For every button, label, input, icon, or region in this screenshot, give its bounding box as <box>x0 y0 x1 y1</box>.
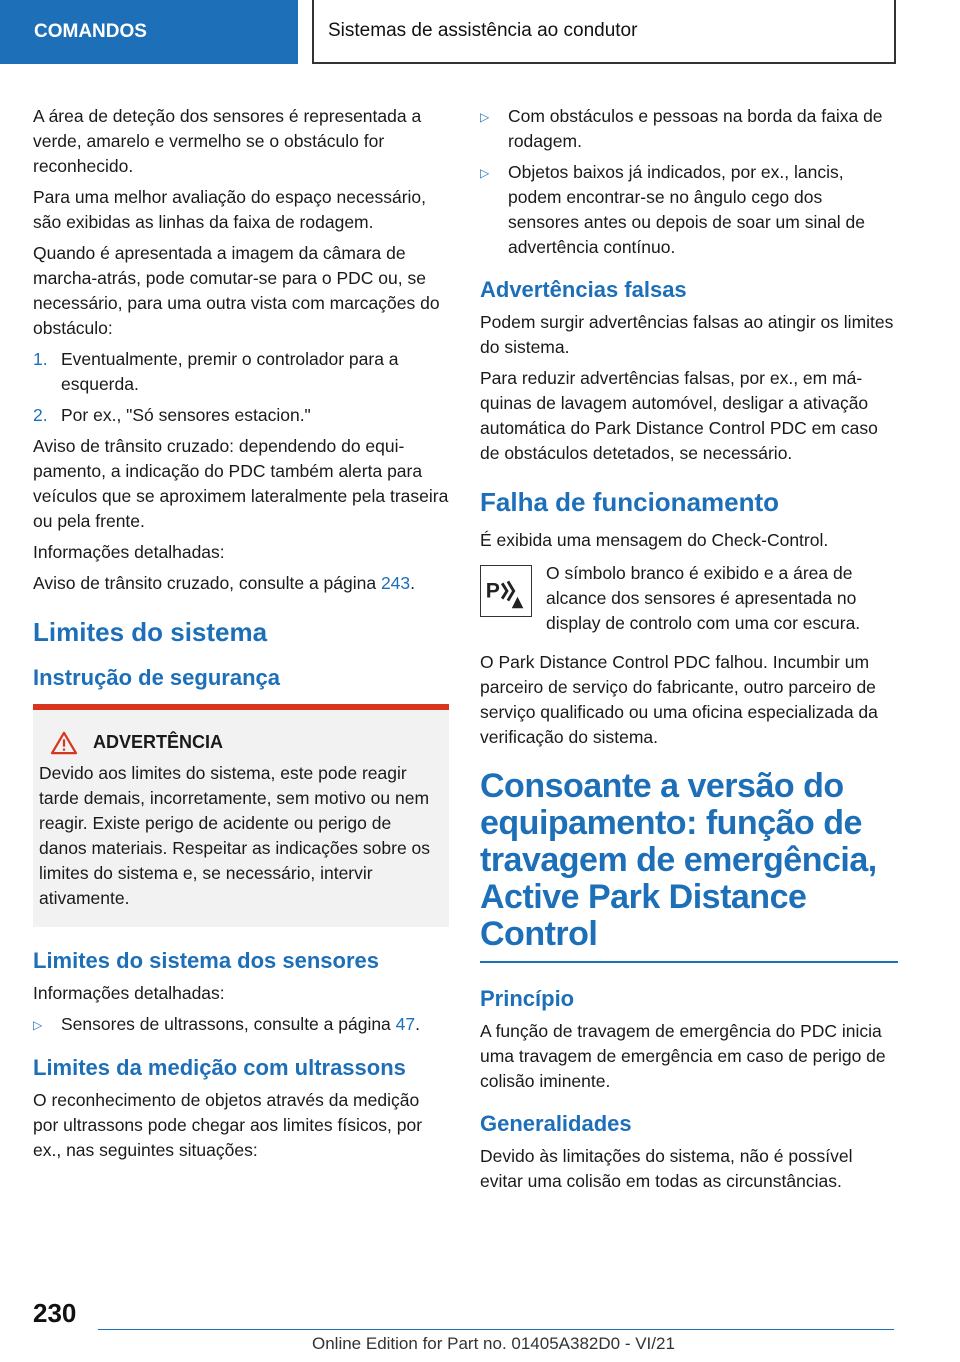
page-number: 230 <box>33 1298 77 1328</box>
icon-description: O símbolo branco é exibido e a área de alcance dos sensores é apresentada no display de controlo com uma cor escura. <box>546 563 861 633</box>
heading-false-warnings: Advertências falsas <box>480 277 687 302</box>
warning-box <box>33 704 449 927</box>
paragraph: A função de travagem de emergência do PDC inicia uma travagem de emergência em caso de perigo de colisão iminente. <box>480 1021 886 1091</box>
list-item <box>480 104 898 154</box>
heading-rule <box>480 961 898 963</box>
step-text: Por ex., "Só sensores estacion." <box>61 405 311 425</box>
paragraph: O reconhecimento de objetos através da medição por ultrassons pode chegar aos limites físicos, por ex., nas seguintes situações: <box>33 1090 423 1160</box>
pdc-fault-icon <box>480 565 532 617</box>
list-item <box>480 160 898 260</box>
right-column <box>480 104 898 1200</box>
warning-title: ADVERTÊNCIA <box>93 732 224 752</box>
step-number: 1. <box>33 349 48 369</box>
step-text: Eventualmente, premir o controlador para a esquerda. <box>61 349 399 394</box>
footer-rule <box>98 1329 894 1330</box>
warning-text: Devido aos limites do sistema, este pode reagir tarde demais, incorretamente, sem motivo ou nem reagir. Existe perigo de acidente ou perigo de danos materiais. Respeitar as indicações sobre os limites do sistema e, se necessário, intervir ativamente. <box>39 763 431 908</box>
heading-ultrasound-limits: Limites da medição com ultrassons <box>33 1055 406 1080</box>
paragraph-end: . <box>410 573 416 593</box>
page-link[interactable]: 47 <box>395 1014 416 1034</box>
paragraph <box>33 571 449 596</box>
heading-main: Consoante a versão do equipamento: função de travagem de emergência, Active Park Distance Control <box>480 767 877 953</box>
list-item <box>33 1012 449 1038</box>
heading-general: Generalidades <box>480 1111 632 1136</box>
bullet-list <box>480 104 898 260</box>
page-link[interactable]: 243 <box>380 573 411 593</box>
chapter-title-label: Sistemas de assistência ao condutor <box>328 20 638 41</box>
paragraph: O Park Distance Control PDC falhou. Incumbir um parceiro de serviço do fabricante, outro parceiro de serviço qualificado ou uma oficina especializada da verificação do sistema. <box>480 652 878 747</box>
paragraph: Para reduzir advertências falsas, por ex., em máquinas de lavagem automóvel, desligar a ativação automática do Park Distance Control PDC em caso de obstáculos detetados, se necessário. <box>480 368 878 463</box>
paragraph: Quando é apresentada a imagem da câmara de marcha-atrás, pode comutar-se para o PDC ou, se necessário, para uma outra vista com marcações do obstáculo: <box>33 243 440 338</box>
paragraph: Aviso de trânsito cruzado: dependendo do equipamento, a indicação do PDC também alerta para veículos que se aproximem lateralmente pela traseira ou pela frente. <box>33 436 449 531</box>
paragraph: Para uma melhor avaliação do espaço necessário, são exibidas as linhas da faixa de rodagem. <box>33 187 426 232</box>
paragraph-text: Aviso de trânsito cruzado, consulte a página <box>33 573 381 593</box>
list-item <box>33 403 449 428</box>
section-tab-label: COMANDOS <box>34 21 147 42</box>
heading-safety: Instrução de segurança <box>33 665 280 690</box>
paragraph: Podem surgir advertências falsas ao atingir os limites do sistema. <box>480 312 894 357</box>
paragraph: É exibida uma mensagem do Check-Control. <box>480 530 829 550</box>
warning-header <box>39 730 441 755</box>
triangle-bullet-icon: ▷ <box>480 110 490 124</box>
footer-edition: Online Edition for Part no. 01405A382D0 - VI/21 <box>312 1334 675 1353</box>
paragraph: Informações detalhadas: <box>33 983 225 1003</box>
bullet-text: Sensores de ultrassons, consulte a página 47. <box>61 1014 420 1034</box>
heading-malfunction: Falha de funcionamento <box>480 487 780 517</box>
bullet-text: Com obstáculos e pessoas na borda da faixa de rodagem. <box>508 106 883 151</box>
paragraph: Informações detalhadas: <box>33 542 225 562</box>
heading-principle: Princípio <box>480 986 575 1011</box>
paragraph: A área de deteção dos sensores é representada a verde, amarelo e vermelho se o obstáculo for reconhecido. <box>33 106 422 176</box>
paragraph: Devido às limitações do sistema, não é possível evitar uma colisão em todas as circunstâncias. <box>480 1146 853 1191</box>
bullet-text: Objetos baixos já indicados, por ex., lancis, podem encontrar-se no ângulo cego dos sensores antes ou depois de soar um sinal de advertência contínuo. <box>508 162 866 257</box>
triangle-bullet-icon: ▷ <box>480 166 490 180</box>
section-tab <box>0 0 298 64</box>
step-number: 2. <box>33 405 48 425</box>
triangle-bullet-icon: ▷ <box>33 1018 43 1032</box>
steps-list <box>33 347 449 428</box>
heading-limits: Limites do sistema <box>33 617 268 647</box>
bullet-list <box>33 1012 449 1038</box>
svg-text:P: P <box>485 579 500 603</box>
warning-triangle-icon <box>49 731 79 755</box>
left-column <box>33 104 449 1169</box>
heading-sensor-limits: Limites do sistema dos sensores <box>33 948 380 973</box>
chapter-title <box>312 0 896 64</box>
icon-row <box>480 561 898 636</box>
list-item <box>33 347 449 397</box>
